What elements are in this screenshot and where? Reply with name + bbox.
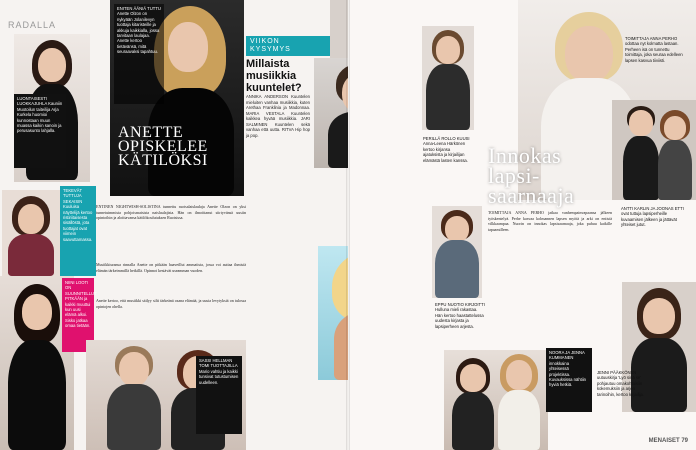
section-label: RADALLA <box>8 20 57 30</box>
question-title: Millaista musiikkia kuuntelet? <box>246 58 302 94</box>
caption-center-bottom: SASSI HELLMAN TOMI TUOTTAJILLA Mario vahtiu ja kaikki tunsivat tutustumisen uudelleen. <box>196 356 242 434</box>
main-headline <box>118 126 242 168</box>
question-of-week-label <box>246 36 330 56</box>
question-label-2: KYSYMYS <box>250 46 291 53</box>
headline-line-3: KÄTILÖKSI <box>118 152 208 169</box>
caption-right-top-right: TOIMITTAJA ANNA PERHO odottaa nyt kolmatta lastaan. Perheen isä on tunnettu toimittaja, joka seuraa edelleen lapsen kasvua tiiviisti. <box>625 36 683 63</box>
right-headline <box>488 143 618 208</box>
right-article: TOIMITTAJA ANNA PERHO jatkaa vanhempainvapaansa jälkeen työskentelyä. Perhe kasvaa kolmannen lapsen myötä ja arki on entistä vilkkaampaa. Nuorin on innokas lapsisaarnaaja, joka puhuu kaikille tapaamilleen. <box>488 210 612 232</box>
article-para-2: Musiikkiuransa rinnalla Anette on pitkään haaveillut ammatista, jossa voi auttaa ihmisiä elämän tärkeimmillä hetkillä. Opinnot kestävät useamman vuoden. <box>96 262 246 273</box>
caption-top-left: LUONTAISESTI LUOKKAJUHLA Kauniin Muotoilun taiteilija Arja Kurkela huomioi kunnostaan muun muassa kaikin sanoin ja perusasunto lahjalla. <box>14 94 66 168</box>
photo-noora-jenna <box>444 350 548 450</box>
caption-left-mid: TEKEVÄT TUTTUJA SEKAISIN Kuuluisa näyttelijä kertoo ristiriitaisesta sisällöstä, jota tuottajat ovat viimein saavuttamassa. <box>60 186 96 276</box>
right-headline-line-1: Innokas <box>488 143 562 168</box>
caption-right-top-left: PERILLÄ ROLLO KUUSI Anna-Leena Härkönen kertoo kirjansa ajatuksista ja kirjailijan elämästä lasten kanssa. <box>423 136 470 163</box>
caption-right-mid: ANTTI KARLIN JA JOONAS ETTI ovat tuttuja lapsiperheille kuvaamisen jälkeen ja jättävät yhteiset jutut. <box>621 206 684 228</box>
question-label-1: VIIKON <box>250 38 280 45</box>
right-page <box>348 0 696 450</box>
right-headline-line-2: lapsi- <box>488 163 540 188</box>
caption-left-bottom: NIINI LOOTI ON SUUNNITELLUT PITKÄÄN ja kaikki muuttui kun uusi elämä alkoi. Sisko jatkaa omaa tietään. <box>62 278 94 352</box>
article-para-1: ENTINEN NIGHTWISH-SOLISTINA tunnettu ruotsalaislaulaja Anette Olzon on yksi tunnetuimmista pohjoismaisista naislaulajista. Hän on ilmoittanut siirtyvänsä uusiin opintoihin ja aloittavansa kätilökoulutuksen Ruotsissa. <box>96 204 246 220</box>
headline-line-2: OPISKELEE <box>118 138 208 155</box>
question-answer: ANNIKA ANDERSON Kuuntelen mieluiten vanhaa musiikkia, kuten Arethaa Franklinia ja Madonnaa. MARIA VESTALA Kuuntelen kaikkea hyvää musiikkia. JARI SALMINEN Kuuntelen sekä vanhaa että uutta. RITVA Hip hop ja pop. <box>246 94 310 138</box>
photo-antti-karlin <box>612 100 696 200</box>
page-gutter <box>346 0 350 450</box>
photo-woman-left <box>2 190 60 276</box>
caption-right-bottom-left: EPPU NUOTIO KIRJOITTI Hulluna mieli rakastaa. Hän kertoo haastattelussa uudesta kirjasta ja lapsiperheen arjesta. <box>435 302 485 329</box>
photo-anna-leena <box>422 26 474 130</box>
article-para-3: Anette kertoo, että musiikki säilyy silti tärkeänä osana elämää, ja uusia levytyksiä on tulossa opintojen ohella. <box>96 298 246 309</box>
page-footer: MENAISET 79 <box>648 438 688 444</box>
right-headline-line-3: saarnaaja <box>488 183 575 208</box>
caption-right-bottom-right: JENNI PÄÄKKÖNEN uutuuskirja 'Lyö sinä se' pohjautuu omakohtaisiin kokemuksiin ja arjen tarinoihin, kertoo kirjailija. <box>597 370 645 397</box>
photo-eppu-nuotio <box>432 206 482 298</box>
caption-anette: ENITEN ÄÄNIÄ TUTTU Anette Olzon on nykyään Jolanilevyn tuottaja kitaristeille ja akkuja kaikkialla, jossa tarvitaan laulajaa. Anette kertoo tietävänsä, mitä seuraavaksi tapahtuu. <box>114 4 164 104</box>
caption-right-bottom-center: NOORA JA JENNA KUMMANEN innokkaina yhteisessä projektissa. Kuvauksissa nähtiin hyviä hetkiä. <box>546 348 592 412</box>
headline-line-1: ANETTE <box>118 124 184 141</box>
